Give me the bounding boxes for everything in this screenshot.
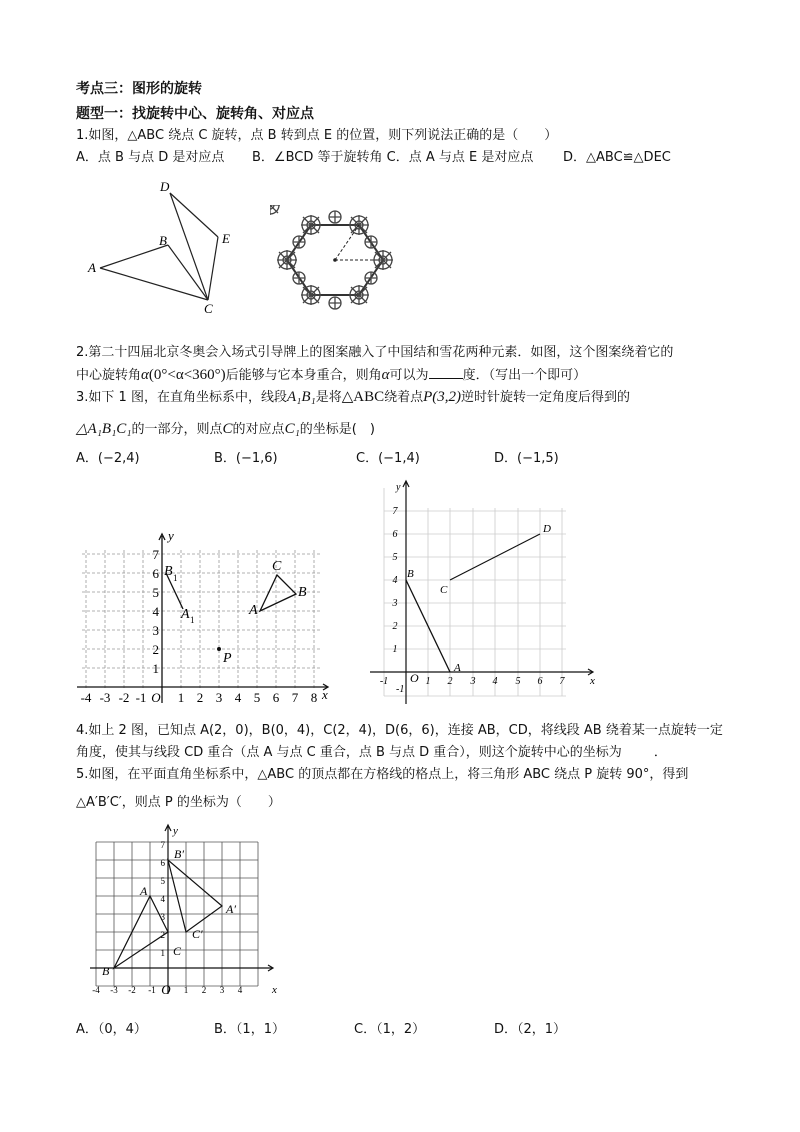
fig1-label-b: B [298, 585, 307, 600]
fig2-xtick: 6 [537, 676, 543, 687]
fig1-xtick: 1 [177, 690, 185, 705]
fig2-axis-y: y [396, 482, 401, 493]
q1-label-e: E [222, 231, 230, 246]
fig1-xtick: 2 [196, 690, 204, 705]
fig2-label-b: B [407, 568, 414, 580]
fig3-label-c: C [173, 944, 182, 958]
fig2-ytick: 6 [392, 529, 398, 540]
fig3-xtick: -3 [110, 985, 118, 995]
q3-line1a: 3.如下 1 图，在直角坐标系中，线段 [76, 390, 287, 405]
q3-option-b: B．(−1,6) [214, 451, 278, 466]
q1-option-a: A．点 B 与点 D 是对应点 [76, 150, 225, 165]
q2-alpha-2: α [381, 367, 390, 383]
fig1-xtick: 5 [253, 690, 261, 705]
fig2-axis-x: x [590, 675, 595, 687]
fig1-ytick: 5 [152, 585, 159, 600]
fig1-label-sub: 1 [173, 573, 178, 583]
fig3-axis-y: y [173, 825, 178, 837]
fig3-ytick: 7 [160, 840, 165, 850]
fig2-xtick: 3 [470, 676, 476, 687]
fig1-origin: O [151, 690, 161, 705]
subsection-title: 题型一：找旋转中心、旋转角、对应点 [76, 106, 314, 122]
fig2-xtick: 7 [559, 676, 565, 687]
q3-point-p: P(3,2) [423, 389, 462, 405]
q2-line2d: 度．（写出一个即可） [462, 368, 587, 383]
fig2-xtick: 1 [425, 676, 431, 687]
fig3-xtick: -4 [92, 985, 100, 995]
fig3-ytick: 4 [160, 894, 165, 904]
q4-line2 [76, 744, 667, 762]
q2-line2a: 中心旋转角 [76, 368, 142, 383]
fig3-ytick: 5 [160, 876, 165, 886]
fig2-neg-y: -1 [396, 684, 405, 695]
q2-line1: 2.第二十四届北京冬奥会入场式引导牌上的图案融入了中国结和雪花两种元素．如图，这个图案绕着它的 [76, 345, 674, 360]
q4-coordinate-figure [366, 478, 606, 706]
fig3-label-b-prime: B′ [174, 847, 184, 861]
fig2-ytick: 2 [392, 621, 398, 632]
fig1-xtick: 4 [234, 690, 242, 705]
fig1-point-p [217, 647, 221, 651]
q1-stem: 1.如图，△ABC 绕点 C 旋转，点 B 转到点 E 的位置，则下列说法正确的是（ ） [76, 128, 558, 143]
section-title: 考点三：图形的旋转 [76, 81, 202, 97]
q5-option-d: D．（2，1） [494, 1022, 567, 1037]
fig2-xtick: 2 [447, 676, 453, 687]
fig2-origin: O [410, 671, 419, 685]
fig2-ytick: 7 [392, 506, 398, 517]
q1-label-d: D [160, 179, 170, 194]
q3-option-a: A．(−2,4) [76, 451, 140, 466]
fig3-xtick: -2 [128, 985, 136, 995]
fig1-ytick: 7 [152, 547, 159, 562]
fig1-xtick: -1 [135, 690, 147, 705]
fig2-label-a: A [454, 662, 461, 674]
fig3-xtick: 2 [201, 985, 207, 995]
fig1-ytick: 1 [152, 661, 159, 676]
fig2-xtick: 5 [515, 676, 521, 687]
fig1-label-a: A [249, 603, 258, 618]
fig1-label-c: C [272, 559, 282, 574]
q3-option-d: D．(−1,5) [494, 451, 559, 466]
q2-alpha: α [141, 367, 149, 383]
fig1-label-a1: A [181, 607, 190, 622]
q3-point-c: C [222, 421, 233, 437]
q3-line2b: 的一部分，则点 [131, 422, 223, 437]
q3-segment: A₁B₁ [286, 389, 316, 405]
fig1-axis-x: x [322, 687, 328, 702]
q4-line2-text: 角度，使其与线段 CD 重合（点 A 与点 C 重合，点 B 与点 D 重合），则这个旋转中心的坐标为 [76, 745, 622, 760]
fig3-xtick: 1 [183, 985, 189, 995]
fig3-label-b: B [102, 964, 110, 978]
q1-label-b: B [159, 233, 167, 248]
q2-line2c: 可以为 [389, 368, 429, 383]
fig3-axis-x: x [272, 984, 277, 996]
fig3-label-a-prime: A′ [226, 902, 236, 916]
fig3-xtick: 4 [237, 985, 243, 995]
fig1-axis-y: y [168, 528, 174, 543]
fig2-ytick: 5 [392, 552, 398, 563]
fig3-label-a: A [140, 884, 148, 898]
q4-end: ． [653, 745, 667, 760]
fig1-xtick: -3 [99, 690, 111, 705]
fig1-ytick: 6 [152, 566, 159, 581]
fig3-origin: O [161, 982, 171, 997]
fig1-ytick: 3 [152, 623, 159, 638]
fig1-label-sub: 1 [190, 615, 195, 625]
fig2-ytick: 1 [392, 644, 398, 655]
fig1-xtick: 7 [291, 690, 299, 705]
q1-option-d: D．△ABC≌△DEC [563, 150, 671, 165]
q3-option-c: C．(−1,4) [356, 451, 420, 466]
chinese-knot-snowflake-figure [270, 205, 400, 315]
q5-option-a: A．（0，4） [76, 1022, 147, 1037]
fig3-ytick: 6 [160, 858, 165, 868]
q5-coordinate-figure [76, 822, 286, 1002]
fig1-label-p: P [223, 651, 232, 666]
fig1-triangle-abc [260, 575, 296, 611]
q5-line1: 5.如图，在平面直角坐标系中，△ABC 的顶点都在方格线的格点上，将三角形 ABC 绕点 P 旋转 90°，得到 [76, 767, 689, 782]
q2-answer-blank[interactable] [429, 366, 463, 379]
q1-label-a: A [88, 260, 96, 275]
fig3-ytick: 1 [160, 948, 165, 958]
fig1-xtick: -2 [118, 690, 130, 705]
q3-coordinate-figure [72, 528, 342, 708]
q3-line1 [76, 388, 630, 407]
q1-option-bc: B．∠BCD 等于旋转角 C．点 A 与点 E 是对应点 [252, 150, 534, 165]
fig3-ytick: 3 [160, 912, 165, 922]
fig1-xtick: 6 [272, 690, 280, 705]
fig2-ytick: 4 [392, 575, 398, 586]
q3-triangle-a1b1c1: △A₁B₁C₁ [76, 421, 132, 437]
fig1-xtick: 8 [310, 690, 318, 705]
q3-line2 [76, 420, 375, 439]
q4-line1: 4.如上 2 图，已知点 A(2，0)，B(0，4)，C(2，4)，D(6，6)，连接 AB，CD，将线段 AB 绕着某一点旋转一定 [76, 723, 723, 738]
q5-line2: △A′B′C′，则点 P 的坐标为（ ） [76, 795, 281, 810]
q3-point-c1: C₁ [284, 421, 300, 437]
fig1-label-b1: B [164, 564, 173, 579]
q2-line2 [76, 366, 586, 385]
fig3-xtick: 3 [219, 985, 225, 995]
fig3-xtick: -1 [148, 985, 156, 995]
fig1-xtick: 3 [215, 690, 223, 705]
q1-figure [80, 175, 250, 315]
fig3-label-c-prime: C′ [192, 927, 203, 941]
q3-line1b: 是将 [315, 390, 342, 405]
q5-option-c: C．（1，2） [354, 1022, 426, 1037]
fig2-xtick: -1 [379, 676, 389, 687]
q1-label-c: C [204, 301, 213, 315]
q3-triangle: △ABC [341, 389, 385, 405]
q3-line2d: 的坐标是( ) [299, 422, 375, 437]
fig2-label-d: D [543, 523, 551, 535]
q3-line2c: 的对应点 [232, 422, 285, 437]
fig1-ytick: 4 [152, 604, 159, 619]
q2-range: (0°<α<360°) [148, 367, 226, 383]
fig3-ytick: 2 [160, 930, 165, 940]
fig2-label-c: C [440, 584, 448, 596]
fig1-ytick: 2 [152, 642, 159, 657]
fig2-ytick: 3 [392, 598, 398, 609]
q3-line1d: 逆时针旋转一定角度后得到的 [461, 390, 631, 405]
fig2-xtick: 4 [492, 676, 498, 687]
fig1-xtick: -4 [80, 690, 92, 705]
q2-line2b: 后能够与它本身重合，则角 [225, 368, 382, 383]
q5-option-b: B．（1，1） [214, 1022, 285, 1037]
q3-line1c: 绕着点 [384, 390, 424, 405]
